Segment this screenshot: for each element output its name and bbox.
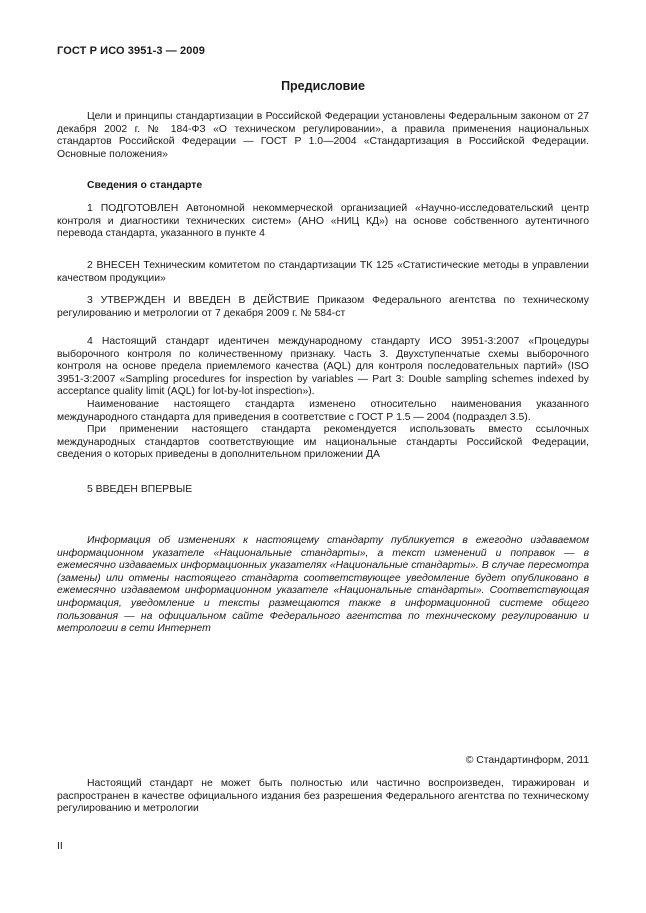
- item-references: При применении настоящего стандарта рекомендуется использовать вместо ссылочных международных стандартов соответствующие им национальные стандарты Российской Федерации, сведения о которых приведены в дополнительном приложении ДА: [57, 424, 589, 461]
- page-title: Предисловие: [281, 79, 365, 93]
- page-number: II: [57, 841, 63, 852]
- item-submitted: 2 ВНЕСЕН Техническим комитетом по стандартизации ТК 125 «Статистические методы в управлении качеством продукции»: [57, 260, 589, 284]
- item-first-introduced: 5 ВВЕДЕН ВПЕРВЫЕ: [87, 484, 193, 495]
- reproduction-notice: Настоящий стандарт не может быть полностью или частично воспроизведен, тиражирован и распространен в качестве официального издания без разрешения Федерального агентства по техническому регулированию и метрологии: [57, 778, 589, 815]
- item-1-block: [57, 203, 589, 241]
- item-3-block: [57, 295, 589, 320]
- section-heading-block: [57, 180, 589, 193]
- item-prepared: 1 ПОДГОТОВЛЕН Автономной некоммерческой организацией «Научно-исследовательский центр контроля и диагностики технических систем» (АНО «НИЦ КД») на основе собственного аутентичного перевода стандарта, указанного в пункте 4: [57, 203, 589, 240]
- item-2-block: [57, 260, 589, 285]
- item-name-changed: Наименование настоящего стандарта изменено относительно наименования указанного международного стандарта для приведения в соответствие с ГОСТ Р 1.5 — 2004 (подраздел 3.5).: [57, 398, 589, 423]
- item-identical: 4 Настоящий стандарт идентичен международному стандарту ИСО 3951-3:2007 «Процедуры выборочного контроля по количественному признаку. Часть 3. Двухступенчатые схемы выборочного контроля на основе предела приемлемого качества (AQL) для контроля последовательных партий» (ISO 3951-3:2007 «Sampling procedures for inspection by variables — Part 3: Double sampling schemes indexed by acceptance quality limit (AQL) for lot-by-lot inspection»).: [57, 336, 589, 398]
- reproduction-block: [57, 778, 589, 816]
- intro-paragraph: Цели и принципы стандартизации в Российской Федерации установлены Федеральным законом от 27 декабря 2002 г. № 184-ФЗ «О техническом регулировании», а правила применения национальных стандартов Российской Федерации — ГОСТ Р 1.0—2004 «Стандартизация в Российской Федерации. Основные положения»: [57, 111, 589, 160]
- item-4-block: [57, 336, 589, 462]
- section-heading: Сведения о стандарте: [87, 180, 203, 191]
- intro-block: [57, 111, 589, 161]
- item-5-block: [57, 484, 589, 497]
- item-approved: 3 УТВЕРЖДЕН И ВВЕДЕН В ДЕЙСТВИЕ Приказом Федерального агентства по техническому регулированию и метрологии от 7 декабря 2009 г. № 584-ст: [57, 295, 589, 319]
- notice-block: [57, 535, 589, 636]
- copyright: © Стандартинформ, 2011: [465, 755, 589, 766]
- change-notice: Информация об изменениях к настоящему стандарту публикуется в ежегодно издаваемом информационном указателе «Национальные стандарты», а текст изменений и поправок — в ежемесячно издаваемых информационных указателях «Национальные стандарты». В случае пересмотра (замены) или отмены настоящего стандарта соответствующее уведомление будет опубликовано в ежемесячно издаваемом информационном указателе «Национальные стандарты». Соответствующая информация, уведомление и тексты размещаются также в информационной системе общего пользования — на официальном сайте Федерального агентства по техническому регулированию и метрологии в сети Интернет: [57, 535, 589, 635]
- page-header-standard-id: ГОСТ Р ИСО 3951-3 — 2009: [57, 45, 205, 57]
